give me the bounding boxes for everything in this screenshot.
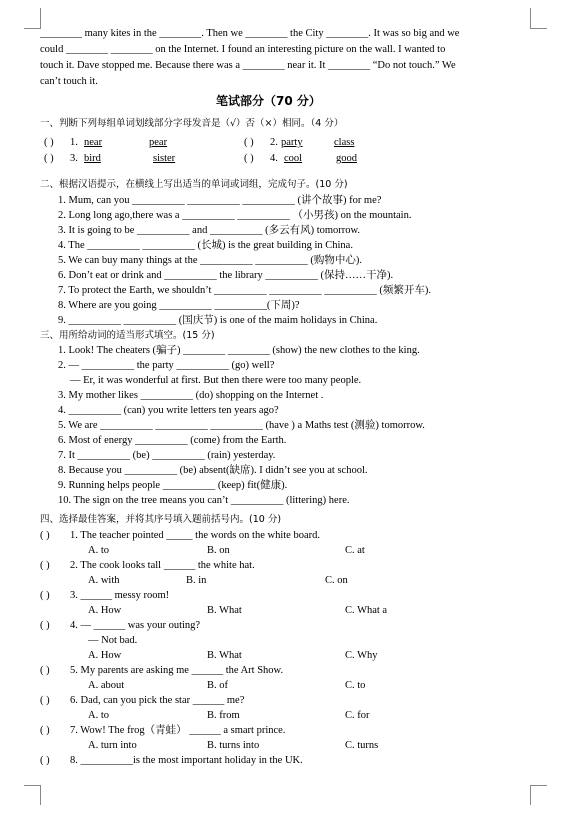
word: sister xyxy=(153,153,176,164)
crop-mark-top-left-h xyxy=(24,28,41,29)
section-3-heading: 三、用所给动词的适当形式填空。(15 分) xyxy=(40,330,215,341)
answer-bracket: ( ) xyxy=(40,755,50,766)
answer-bracket: ( ) xyxy=(244,137,254,148)
section-2-heading: 二、根据汉语提示，在横线上写出适当的单词或词组，完成句子。(10 分) xyxy=(40,179,348,190)
option-a: A. about xyxy=(88,680,125,691)
answer-bracket: ( ) xyxy=(40,725,50,736)
word: good xyxy=(336,153,357,164)
answer-bracket: ( ) xyxy=(40,695,50,706)
option-a: A. How xyxy=(88,605,122,616)
question-stem: 4. — ______ was your outing? xyxy=(70,620,201,631)
item-number: 1. xyxy=(70,137,78,148)
question-line: 5. We can buy many things at the __________ __________ (购物中心). xyxy=(58,255,363,266)
option-c: C. for xyxy=(345,710,370,721)
passage-line: can’t touch it. xyxy=(40,76,98,87)
answer-bracket: ( ) xyxy=(40,530,50,541)
answer-bracket: ( ) xyxy=(40,620,50,631)
question-stem: 2. The cook looks tall ______ the white hat. xyxy=(70,560,255,571)
word: near xyxy=(84,137,103,148)
question-line: 6. Don’t eat or drink and __________ the library __________ (保持……干净). xyxy=(58,270,394,281)
question-line: 9. Running helps people __________ (keep) fit(健康). xyxy=(58,480,288,491)
question-stem: 7. Wow! The frog（青蛙） ______ a smart prince. xyxy=(70,725,286,736)
word: cool xyxy=(284,153,303,164)
option-c: C. Why xyxy=(345,650,378,661)
question-line: 1. Mum, can you __________ __________ __________ (讲个故事) for me? xyxy=(58,195,382,206)
option-c: C. What a xyxy=(345,605,388,616)
question-line: 10. The sign on the tree means you can’t __________ (littering) here. xyxy=(58,495,350,506)
option-a: A. How xyxy=(88,650,122,661)
answer-bracket: ( ) xyxy=(44,137,54,148)
question-line: — Er, it was wonderful at first. But then there were too many people. xyxy=(70,375,362,386)
item-number: 2. xyxy=(270,137,278,148)
question-stem: 6. Dad, can you pick the star ______ me? xyxy=(70,695,245,706)
question-line: 3. My mother likes __________ (do) shopping on the Internet . xyxy=(58,390,324,401)
crop-mark-bottom-right-h xyxy=(530,785,547,786)
word: bird xyxy=(84,153,101,164)
question-stem: 3. ______ messy room! xyxy=(70,590,170,601)
item-number: 4. xyxy=(270,153,278,164)
question-line: 1. Look! The cheaters (骗子) ________ ________ (show) the new clothes to the king. xyxy=(58,345,420,356)
passage-line: ________ many kites in the ________. Then we ________ the City ________. It was so big and we xyxy=(40,28,460,39)
word: class xyxy=(334,137,355,148)
option-a: A. to xyxy=(88,710,109,721)
option-c: C. turns xyxy=(345,740,379,751)
option-c: C. at xyxy=(345,545,365,556)
question-line: 7. It __________ (be) __________ (rain) yesterday. xyxy=(58,450,276,461)
crop-mark-bottom-left-h xyxy=(24,785,41,786)
question-line: 3. It is going to be __________ and __________ (多云有风) tomorrow. xyxy=(58,225,361,236)
section-1-heading: 一、判断下列每组单词划线部分字母发音是（√）否（×）相同。（4 分） xyxy=(40,118,344,129)
question-line: 8. Where are you going __________ __________(下周)? xyxy=(58,300,300,311)
question-line: 5. We are __________ __________ __________ (have ) a Maths test (测验) tomorrow. xyxy=(58,420,425,431)
question-line: 2. Long long ago,there was a __________ __________ （小男孩) on the mountain. xyxy=(58,210,412,221)
option-b: B. What xyxy=(207,605,242,616)
crop-mark-top-left-v xyxy=(40,8,41,28)
option-b: B. in xyxy=(186,575,207,586)
section-4-heading: 四、选择最佳答案，并将其序号填入题前括号内。(10 分) xyxy=(40,514,282,525)
question-line: 7. To protect the Earth, we shouldn’t __________ __________ __________ (频繁开车). xyxy=(58,285,432,296)
answer-bracket: ( ) xyxy=(40,590,50,601)
crop-mark-top-right-v xyxy=(530,8,531,28)
option-a: A. to xyxy=(88,545,109,556)
question-line: 4. The __________ __________ (长城) is the great building in China. xyxy=(58,240,353,251)
word: party xyxy=(281,137,303,148)
answer-bracket: ( ) xyxy=(244,153,254,164)
option-c: C. to xyxy=(345,680,366,691)
question-line: 2. — __________ the party __________ (go) well? xyxy=(58,360,275,371)
option-c: C. on xyxy=(325,575,348,586)
question-stem: 8. __________is the most important holiday in the UK. xyxy=(70,755,303,766)
item-number: 3. xyxy=(70,153,78,164)
question-line: 9. __________ __________ (国庆节) is one of the maim holidays in China. xyxy=(58,315,378,326)
option-b: B. of xyxy=(207,680,228,691)
option-b: B. on xyxy=(207,545,230,556)
answer-bracket: ( ) xyxy=(44,153,54,164)
question-stem: 5. My parents are asking me ______ the Art Show. xyxy=(70,665,284,676)
question-line: 6. Most of energy __________ (come) from the Earth. xyxy=(58,435,287,446)
option-b: B. turns into xyxy=(207,740,260,751)
question-stem: 1. The teacher pointed _____ the words on the white board. xyxy=(70,530,320,541)
passage-line: touch it. Dave stopped me. Because there was a ________ near it. It ________ “Do not touch.” We xyxy=(40,60,456,71)
answer-bracket: ( ) xyxy=(40,560,50,571)
written-part-title: 笔试部分（70 分） xyxy=(216,94,321,108)
question-reply: — Not bad. xyxy=(88,635,138,646)
answer-bracket: ( ) xyxy=(40,665,50,676)
option-b: B. What xyxy=(207,650,242,661)
question-line: 8. Because you __________ (be) absent(缺席). I didn’t see you at school. xyxy=(58,465,368,476)
crop-mark-bottom-right-v xyxy=(530,785,531,805)
option-a: A. with xyxy=(88,575,120,586)
passage-line: could ________ ________ on the Internet. I found an interesting picture on the wall. I wanted to xyxy=(40,44,446,55)
crop-mark-top-right-h xyxy=(530,28,547,29)
option-a: A. turn into xyxy=(88,740,137,751)
option-b: B. from xyxy=(207,710,240,721)
word: pear xyxy=(149,137,168,148)
question-line: 4. __________ (can) you write letters ten years ago? xyxy=(58,405,279,416)
crop-mark-bottom-left-v xyxy=(40,785,41,805)
